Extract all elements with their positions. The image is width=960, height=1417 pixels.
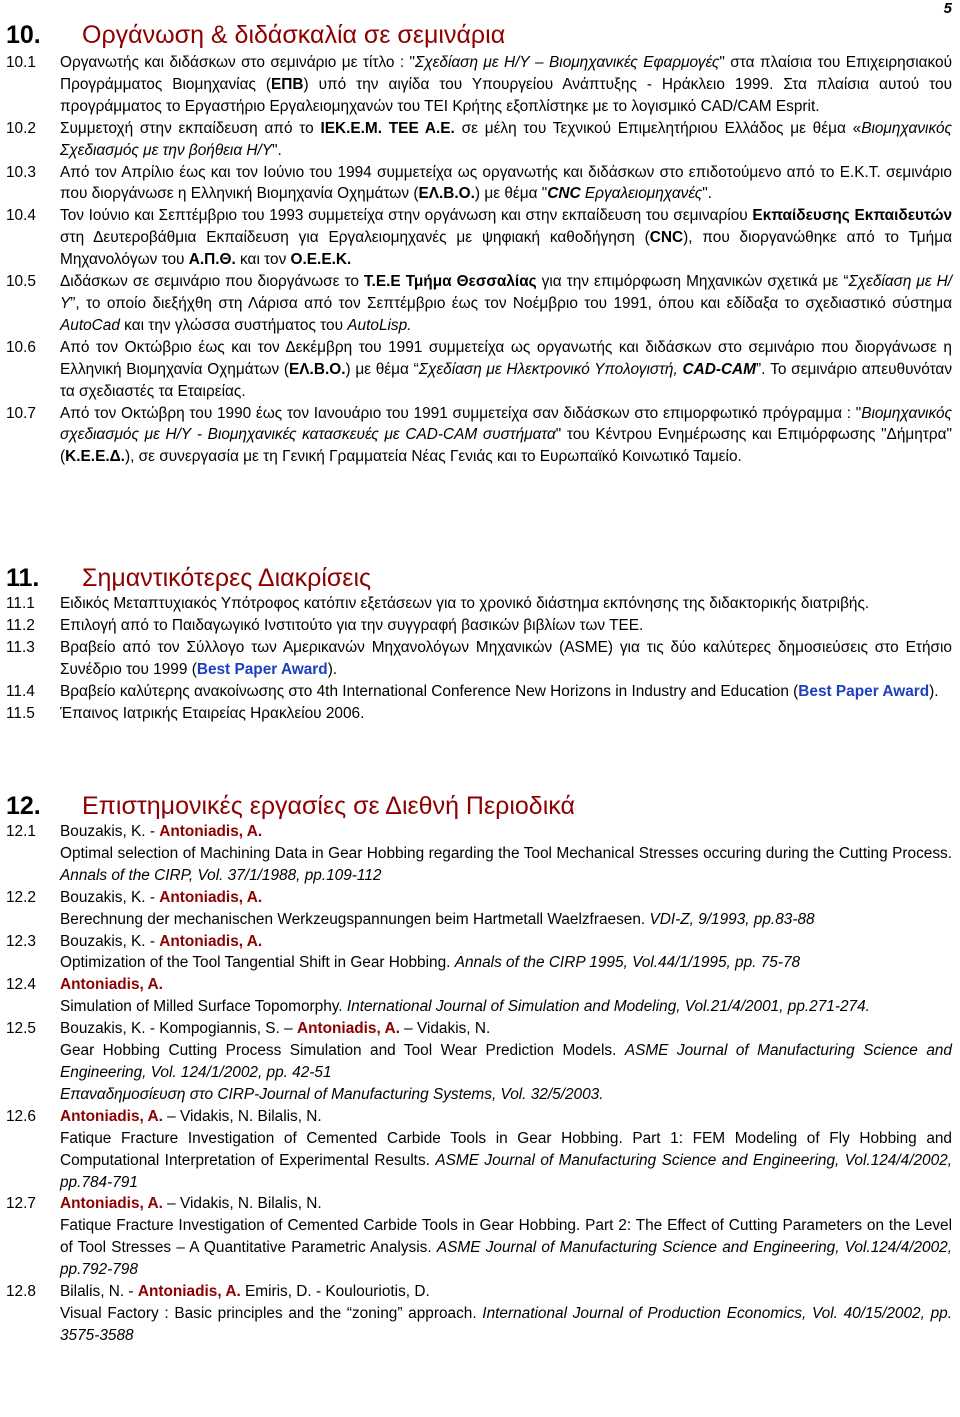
item-number: 11.1 [6, 595, 35, 612]
text-run: Κ.Ε.Ε.Δ. [65, 448, 125, 466]
text-run: ). [327, 660, 338, 678]
authors-line [60, 1281, 952, 1303]
page-number: 5 [943, 0, 952, 17]
item-number: 10.6 [6, 338, 36, 356]
item-text [60, 1106, 952, 1194]
author-highlight: Antoniadis, A. [137, 1283, 241, 1301]
text-run: Συμμετοχή στην εκπαίδευση από το [60, 119, 321, 137]
text-run: Από τον Οκτώβριο έως και τον Δεκέμβρη του 1991 συμμετείχα ως οργανωτής και διδάσκων στο σεμινάριο που διοργάνωσε η Ελληνική Βιομηχανία Οχημάτων ( [60, 338, 952, 378]
text-run: ), που διοργανώθηκε από το Τμήμα Μηχανολόγων του [60, 229, 952, 269]
list-item [6, 615, 952, 637]
item-text [60, 52, 952, 118]
item-number: 12.3 [6, 932, 36, 950]
text-run: Από τον Απρίλιο έως και τον Ιούνιο του 1994 συμμετείχα ως οργανωτής και διδάσκων στο επιδοτούμενο από το Ε.Κ.Τ. σεμινάριο που διοργάνωσε η Ελληνική Βιομηχανία Οχημάτων ( [60, 163, 952, 203]
list-item [6, 118, 952, 162]
author-highlight: Antoniadis, A. [60, 1195, 163, 1213]
award-label: Best Paper Award [196, 660, 328, 678]
section-heading-11 [6, 563, 371, 593]
section-12-list [6, 821, 952, 1347]
text-run: Βιομηχανικός Σχεδιασμός με την βοήθεια Η/Υ [60, 119, 952, 159]
text-run: για την επιμόρφωση Μηχανικών σχετικά με “ [536, 273, 849, 291]
author-highlight: Antoniadis, A. [60, 976, 163, 994]
item-number: 12.1 [6, 823, 36, 840]
section-number: 10. [6, 21, 41, 49]
text-run: ). [929, 682, 939, 700]
item-number: 10.7 [6, 404, 36, 422]
text-run: Οργανωτής και διδάσκων στο σεμινάριο με τίτλο : " [60, 54, 416, 71]
text-run: Επιλογή από το Παιδαγωγικό Ινστιτούτο για την συγγραφή βασικών βιβλίων των ΤΕΕ. [60, 616, 644, 634]
section-11-list [6, 593, 952, 724]
item-number: 10.2 [6, 119, 36, 137]
text-run: Fatique Fracture Investigation of Cemented Carbide Tools in Gear Hobbing. Part 1: FEM Modeling of Fly Hobbing and Computational Interpretation of Experimental Results. [60, 1129, 952, 1169]
text-run: Bilalis, N. - [60, 1283, 138, 1301]
text-run: Emiris, D. - Koulouriotis, D. [240, 1283, 430, 1301]
section-title: Οργάνωση & διδάσκαλία σε σεμινάρια [82, 21, 506, 49]
list-item [6, 1106, 952, 1194]
list-item [6, 205, 952, 271]
item-text [60, 1193, 952, 1281]
text-run: Βραβείο καλύτερης ανακοίνωσης στο 4th International Conference New Horizons in Industry and Education ( [60, 682, 799, 700]
text-run: ASME Journal of Manufacturing Science and Engineering, Vol.124/4/2002, pp.784-791 [60, 1151, 952, 1191]
reference-line [60, 996, 952, 1018]
text-run: ), σε συνεργασία με τη Γενική Γραμματεία Νέας Γενιάς και το Ευρωπαϊκό Κοινωτικό Ταμείο. [124, 448, 742, 466]
list-item [6, 593, 952, 615]
reference-line [60, 1040, 952, 1084]
text-run: Fatique Fracture Investigation of Cemented Carbide Tools in Gear Hobbing. Part 2: The Effect of Cutting Parameters on the Level of Tool Stresses – A Quantitative Parametric Analysis. [60, 1217, 952, 1257]
authors-line [60, 1106, 952, 1128]
text-run: Bouzakis, K. - [60, 823, 160, 840]
text-run: Bouzakis, K. - [60, 888, 160, 906]
author-highlight: Antoniadis, A. [159, 932, 263, 950]
authors-line [60, 821, 952, 843]
item-number: 10.4 [6, 207, 36, 225]
text-run: Α.Π.Θ. [188, 251, 236, 269]
item-text [60, 271, 952, 337]
item-number: 12.7 [6, 1195, 36, 1213]
list-item [6, 703, 952, 725]
item-text [60, 205, 952, 271]
text-run: AutoLisp. [347, 316, 412, 334]
author-highlight: Antoniadis, A. [296, 1020, 400, 1038]
text-run: Έπαινος Ιατρικής Εταιρείας Ηρακλείου 2006. [60, 704, 365, 722]
section-10-list [6, 52, 952, 468]
section-number: 12. [6, 792, 41, 820]
text-run: Bouzakis, K. - [60, 932, 160, 950]
text-run: Σχεδίαση με Η/Υ – Βιομηχανικές Εφαρμογές [415, 54, 720, 71]
text-run: Βιομηχανικός σχεδιασμός με Η/Υ - Βιομηχανικές κατασκευές με CAD-CAM συστήματα [60, 404, 952, 444]
item-number: 10.1 [6, 54, 36, 71]
text-run: Berechnung der mechanischen Werkzeugspannungen beim Hartmetall Waelzfraesen. [60, 910, 650, 928]
text-run: ". [272, 141, 282, 159]
list-item [6, 162, 952, 206]
text-run: Τον Ιούνιο και Σεπτέμβριο του 1993 συμμετείχα στην οργάνωση και στην εκπαίδευση του σεμιναρίου [60, 207, 753, 225]
text-run: Simulation of Milled Surface Topomorphy. [60, 998, 347, 1016]
text-run: International Journal of Simulation and Modeling, Vol.21/4/2001, pp.271-274. [346, 998, 870, 1016]
reference-line [60, 909, 952, 931]
section-number: 11. [6, 564, 40, 592]
text-run: Annals of the CIRP, Vol. 37/1/1988, pp.109-112 [60, 866, 382, 884]
text-run: ΕΛ.Β.Ο. [289, 360, 346, 378]
text-run: – Vidakis, N. Bilalis, N. [162, 1107, 322, 1125]
text-run: ΕΠΒ [270, 75, 304, 93]
text-run: Εργαλειομηχανές [584, 185, 703, 203]
item-number: 12.6 [6, 1107, 36, 1125]
author-highlight: Antoniadis, A. [159, 823, 263, 840]
item-text [60, 162, 952, 206]
reference-line [60, 843, 952, 887]
text-run: CNC [547, 185, 581, 203]
text-run: Βραβείο από τον Σύλλογο των Αμερικανών Μηχανολόγων Μηχανικών (ASME) για τις δύο καλύτερες δημοσιεύσεις στο Ετήσιο Συνέδριο του 1999 ( [60, 638, 952, 678]
text-run: AutoCad [60, 316, 120, 334]
authors-line [60, 931, 952, 953]
item-number: 10.3 [6, 163, 36, 181]
list-item [6, 337, 952, 403]
list-item [6, 1018, 952, 1106]
reference-line [60, 1215, 952, 1281]
list-item [6, 974, 952, 1018]
item-text [60, 821, 952, 887]
list-item [6, 681, 952, 703]
item-text [60, 637, 952, 681]
authors-line [60, 1193, 952, 1215]
text-run: – Vidakis, N. Bilalis, N. [162, 1195, 322, 1213]
reference-line [60, 1084, 952, 1106]
item-text [60, 681, 952, 703]
section-title: Επιστημονικές εργασίες σε Διεθνή Περιοδικά [82, 792, 575, 820]
text-run: ΕΛ.Β.Ο. [418, 185, 475, 203]
text-run: ASME Journal of Manufacturing Science and Engineering, Vol.124/4/2002, pp.792-798 [60, 1239, 952, 1279]
section-heading-12 [6, 791, 575, 821]
item-text [60, 1018, 952, 1106]
authors-line [60, 1018, 952, 1040]
text-run: σε μέλη του Τεχνικού Επιμελητήριου Ελλάδος με θέμα « [454, 119, 862, 137]
list-item [6, 271, 952, 337]
item-text [60, 615, 952, 637]
item-number: 10.5 [6, 273, 36, 291]
text-run: Επαναδημοσίευση στο CIRP-Journal of Manufacturing Systems, Vol. 32/5/2003. [60, 1085, 604, 1103]
list-item [6, 403, 952, 469]
item-number: 11.5 [6, 704, 35, 722]
item-number: 12.2 [6, 888, 36, 906]
text-run: " στα πλαίσια του Επιχειρησιακού Προγράμματος Βιομηχανίας ( [60, 54, 952, 93]
item-number: 11.4 [6, 682, 35, 700]
item-text [60, 974, 952, 1018]
text-run: ) με θέμα “ [345, 360, 419, 378]
text-run: ) με θέμα " [474, 185, 548, 203]
author-highlight: Antoniadis, A. [159, 888, 263, 906]
text-run: Σχεδίαση με Η/Υ [60, 273, 952, 312]
item-text [60, 703, 952, 725]
text-run: Gear Hobbing Cutting Process Simulation and Tool Wear Prediction Models. [60, 1042, 625, 1060]
text-run: Annals of the CIRP 1995, Vol.44/1/1995, pp. 75-78 [454, 954, 801, 972]
text-run: και τον [235, 251, 291, 269]
item-number: 12.4 [6, 976, 36, 994]
text-run: Optimal selection of Machining Data in Gear Hobbing regarding the Tool Mechanical Stresses occuring during the Cutting Process. [60, 844, 952, 862]
list-item [6, 1193, 952, 1281]
text-run: Ειδικός Μεταπτυχιακός Υπότροφος κατόπιν εξετάσεων για το χρονικό διάστημα εκπόνησης της διδακτορικής διατριβής. [60, 595, 870, 612]
text-run: " του Κέντρου Ενημέρωσης και Επιμόρφωσης "Δήμητρα" ( [60, 426, 953, 466]
text-run: ASME Journal of Manufacturing Science and Engineering, Vol. 124/1/2002, pp. 42-51 [60, 1042, 952, 1081]
list-item [6, 821, 952, 887]
authors-line [60, 974, 952, 996]
text-run: International Journal of Production Economics, Vol. 40/15/2002, pp. 3575-3588 [60, 1304, 952, 1344]
text-run: – Vidakis, N. [399, 1020, 491, 1038]
item-text [60, 118, 952, 162]
text-run: Ο.Ε.Ε.Κ. [290, 251, 352, 269]
list-item [6, 1281, 952, 1347]
text-run: και την γλώσσα συστήματος του [119, 316, 348, 334]
reference-line [60, 1128, 952, 1194]
list-item [6, 887, 952, 931]
list-item [6, 52, 952, 118]
text-run: Optimization of the Tool Tangential Shift in Gear Hobbing. [60, 954, 455, 972]
text-run: ”. Το σεμινάριο απευθυνόταν τα σχεδιαστές τα Εταιρείας. [60, 360, 953, 400]
item-number: 11.3 [6, 638, 35, 656]
item-text [60, 931, 952, 975]
item-text [60, 887, 952, 931]
item-text [60, 593, 952, 615]
award-label: Best Paper Award [798, 682, 930, 700]
reference-line [60, 1303, 952, 1347]
text-run: ”, το οποίο διεξήχθη στη Λάρισα από τον Σεπτέμβριο έως τον Νοέμβριο του 1991, όπου και εδίδαξα το σχεδιαστικό σύστημα [70, 294, 952, 312]
text-run: Από τον Οκτώβρη του 1990 έως τον Ιανουάριο του 1991 συμμετείχα σαν διδάσκων στο επιμορφωτικό πρόγραμμα : " [60, 404, 862, 422]
text-run: ΙΕΚ.Ε.Μ. ΤΕΕ Α.Ε. [320, 119, 455, 137]
text-run: Διδάσκων σε σεμινάριο που διοργάνωσε το [60, 273, 364, 291]
item-text [60, 1281, 952, 1347]
text-run: Σχεδίαση με Ηλεκτρονικό Υπολογιστή, [418, 360, 683, 378]
text-run: ". [702, 185, 712, 203]
text-run: VDI-Z, 9/1993, pp.83-88 [649, 910, 815, 928]
item-number: 11.2 [6, 616, 35, 634]
reference-line [60, 952, 952, 974]
item-text [60, 403, 952, 469]
author-highlight: Antoniadis, A. [60, 1107, 163, 1125]
text-run: CAD-CAM [682, 360, 756, 378]
text-run: Εκπαίδευσης Εκπαιδευτών [752, 207, 953, 225]
list-item [6, 637, 952, 681]
authors-line [60, 887, 952, 909]
text-run: στη Δευτεροβάθμια Εκπαίδευση για Εργαλειομηχανές με ψηφιακή καθοδήγηση ( [60, 229, 650, 247]
item-text [60, 337, 952, 403]
section-title: Σημαντικότερες Διακρίσεις [82, 564, 372, 592]
text-run: Bouzakis, K. - Kompogiannis, S. – [60, 1020, 297, 1038]
section-heading-10 [6, 20, 505, 50]
text-run: Τ.Ε.Ε Τμήμα Θεσσαλίας [363, 273, 537, 291]
item-number: 12.8 [6, 1283, 36, 1301]
list-item [6, 931, 952, 975]
text-run: ) υπό την αιγίδα του Υπουργείου Ανάπτυξης - Ηράκλειο 1999. Στα πλαίσια αυτού του προγράμματος το Εργαστήριο Εργαλειομηχανών του ΤΕΙ Κρήτης εξοπλίστηκε με το λογισμικό CAD/CAM Esprit. [60, 75, 953, 115]
text-run: Visual Factory : Basic principles and the “zoning” approach. [60, 1304, 483, 1322]
text-run: CNC [649, 229, 684, 247]
item-number: 12.5 [6, 1020, 36, 1038]
